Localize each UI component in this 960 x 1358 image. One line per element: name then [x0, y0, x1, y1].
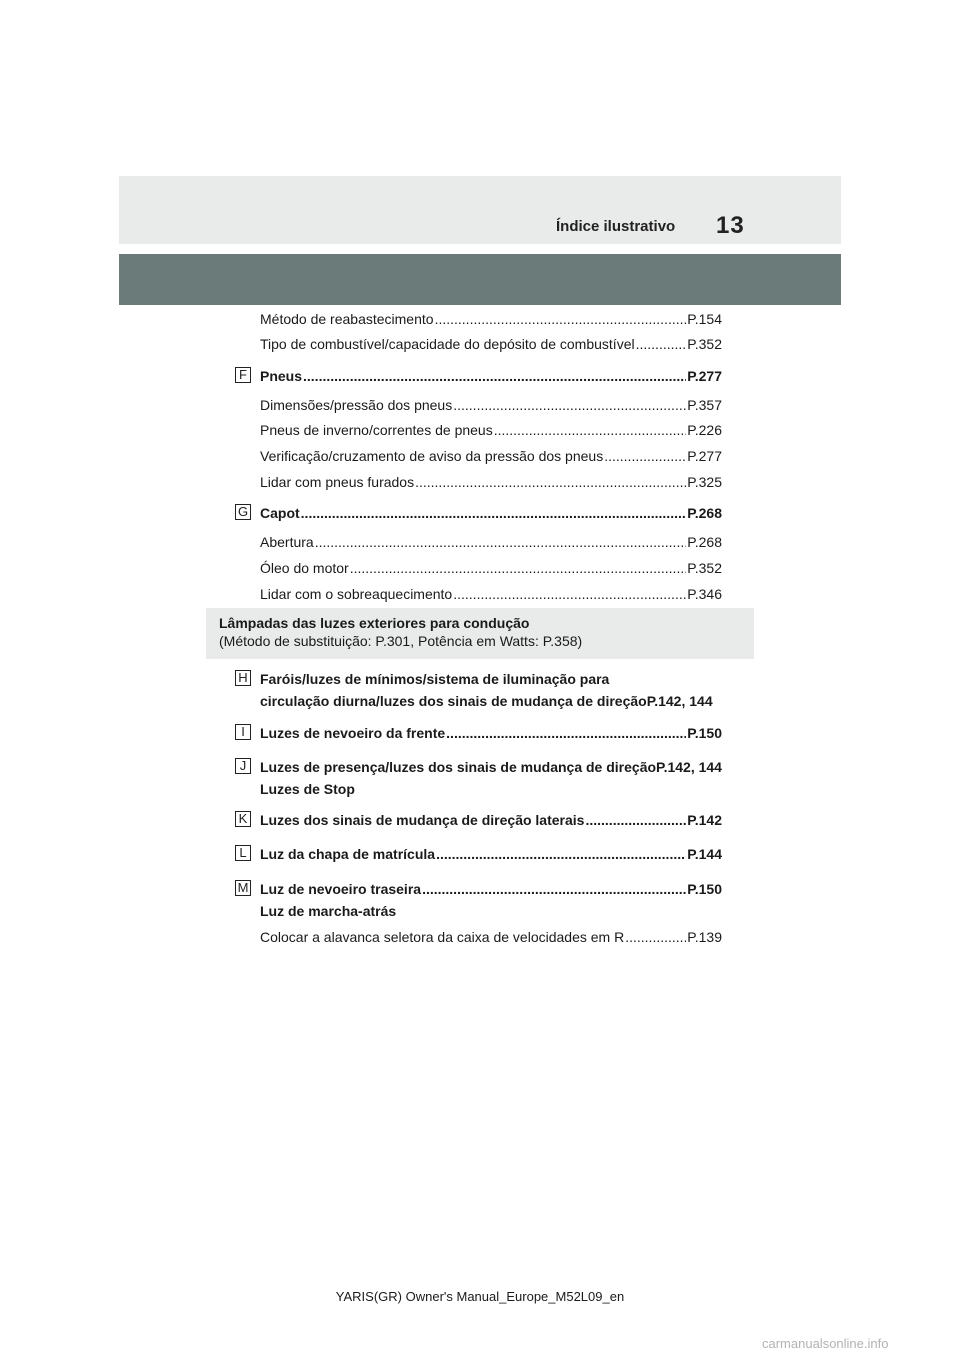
lamps-note-text: (Método de substituição: P.301, Potência em Watts: P.358) [219, 633, 583, 649]
toc-entry-rear-fog[interactable]: Luz de nevoeiro traseira ..... P.150 [260, 880, 722, 898]
toc-entry-flat-tire[interactable]: Lidar com pneus furados ..... P.325 [260, 473, 722, 491]
toc-entry-position-lights[interactable]: Luzes de presença/luzes dos sinais de mudança de direçãoP.142, 144 [260, 759, 722, 775]
header-dark-bar [119, 254, 841, 305]
toc-entry-tire-warning[interactable]: Verificação/cruzamento de aviso da pressão dos pneus ..... P.277 [260, 447, 722, 465]
lamps-note-title: Lâmpadas das luzes exteriores para condução [219, 615, 530, 631]
section-title: Índice ilustrativo [556, 218, 676, 235]
toc-entry-side-turn-signals[interactable]: Luzes dos sinais de mudança de direção laterais ..... P.142 [260, 811, 722, 829]
toc-entry-shift-lever-r[interactable]: Colocar a alavanca seletora da caixa de velocidades em R ..... P.139 [260, 928, 722, 946]
toc-entry-hood[interactable]: Capot ..... P.268 [260, 504, 722, 522]
toc-entry-headlights-line1[interactable]: Faróis/luzes de mínimos/sistema de iluminação para [260, 671, 610, 687]
footer-manual-id: YARIS(GR) Owner's Manual_Europe_M52L09_en [335, 1289, 625, 1304]
toc-entry-engine-oil[interactable]: Óleo do motor ..... P.352 [260, 559, 722, 577]
toc-entry-refueling[interactable]: Método de reabastecimento ..... P.154 [260, 310, 722, 328]
toc-entry-tire-pressure[interactable]: Dimensões/pressão dos pneus ..... P.357 [260, 396, 722, 414]
callout-letter-l: L [235, 845, 251, 861]
callout-letter-f: F [235, 367, 251, 383]
toc-entry-overheating[interactable]: Lidar com o sobreaquecimento ..... P.346 [260, 585, 722, 603]
page-number: 13 [716, 212, 745, 239]
toc-entry-license-plate-light[interactable]: Luz da chapa de matrícula ..... P.144 [260, 845, 722, 863]
callout-letter-k: K [235, 811, 251, 827]
callout-letter-j: J [235, 758, 251, 774]
toc-entry-tires[interactable]: Pneus ..... P.277 [260, 367, 722, 385]
callout-letter-m: M [235, 880, 251, 896]
toc-entry-stop-lights[interactable]: Luzes de Stop [260, 781, 355, 797]
toc-entry-opening[interactable]: Abertura ..... P.268 [260, 533, 722, 551]
callout-letter-i: I [235, 724, 251, 740]
toc-entry-fuel-type[interactable]: Tipo de combustível/capacidade do depósito de combustível ..... P.352 [260, 335, 722, 353]
toc-entry-headlights-line2[interactable]: circulação diurna/luzes dos sinais de mudança de direçãoP.142, 144 [260, 693, 713, 709]
toc-entry-front-fog[interactable]: Luzes de nevoeiro da frente ..... P.150 [260, 724, 722, 742]
toc-entry-winter-tires[interactable]: Pneus de inverno/correntes de pneus ..... P.226 [260, 421, 722, 439]
toc-entry-reverse-light[interactable]: Luz de marcha-atrás [260, 903, 397, 919]
callout-letter-h: H [235, 670, 251, 686]
watermark: carmanualsonline.info [762, 1336, 889, 1351]
callout-letter-g: G [235, 504, 251, 520]
